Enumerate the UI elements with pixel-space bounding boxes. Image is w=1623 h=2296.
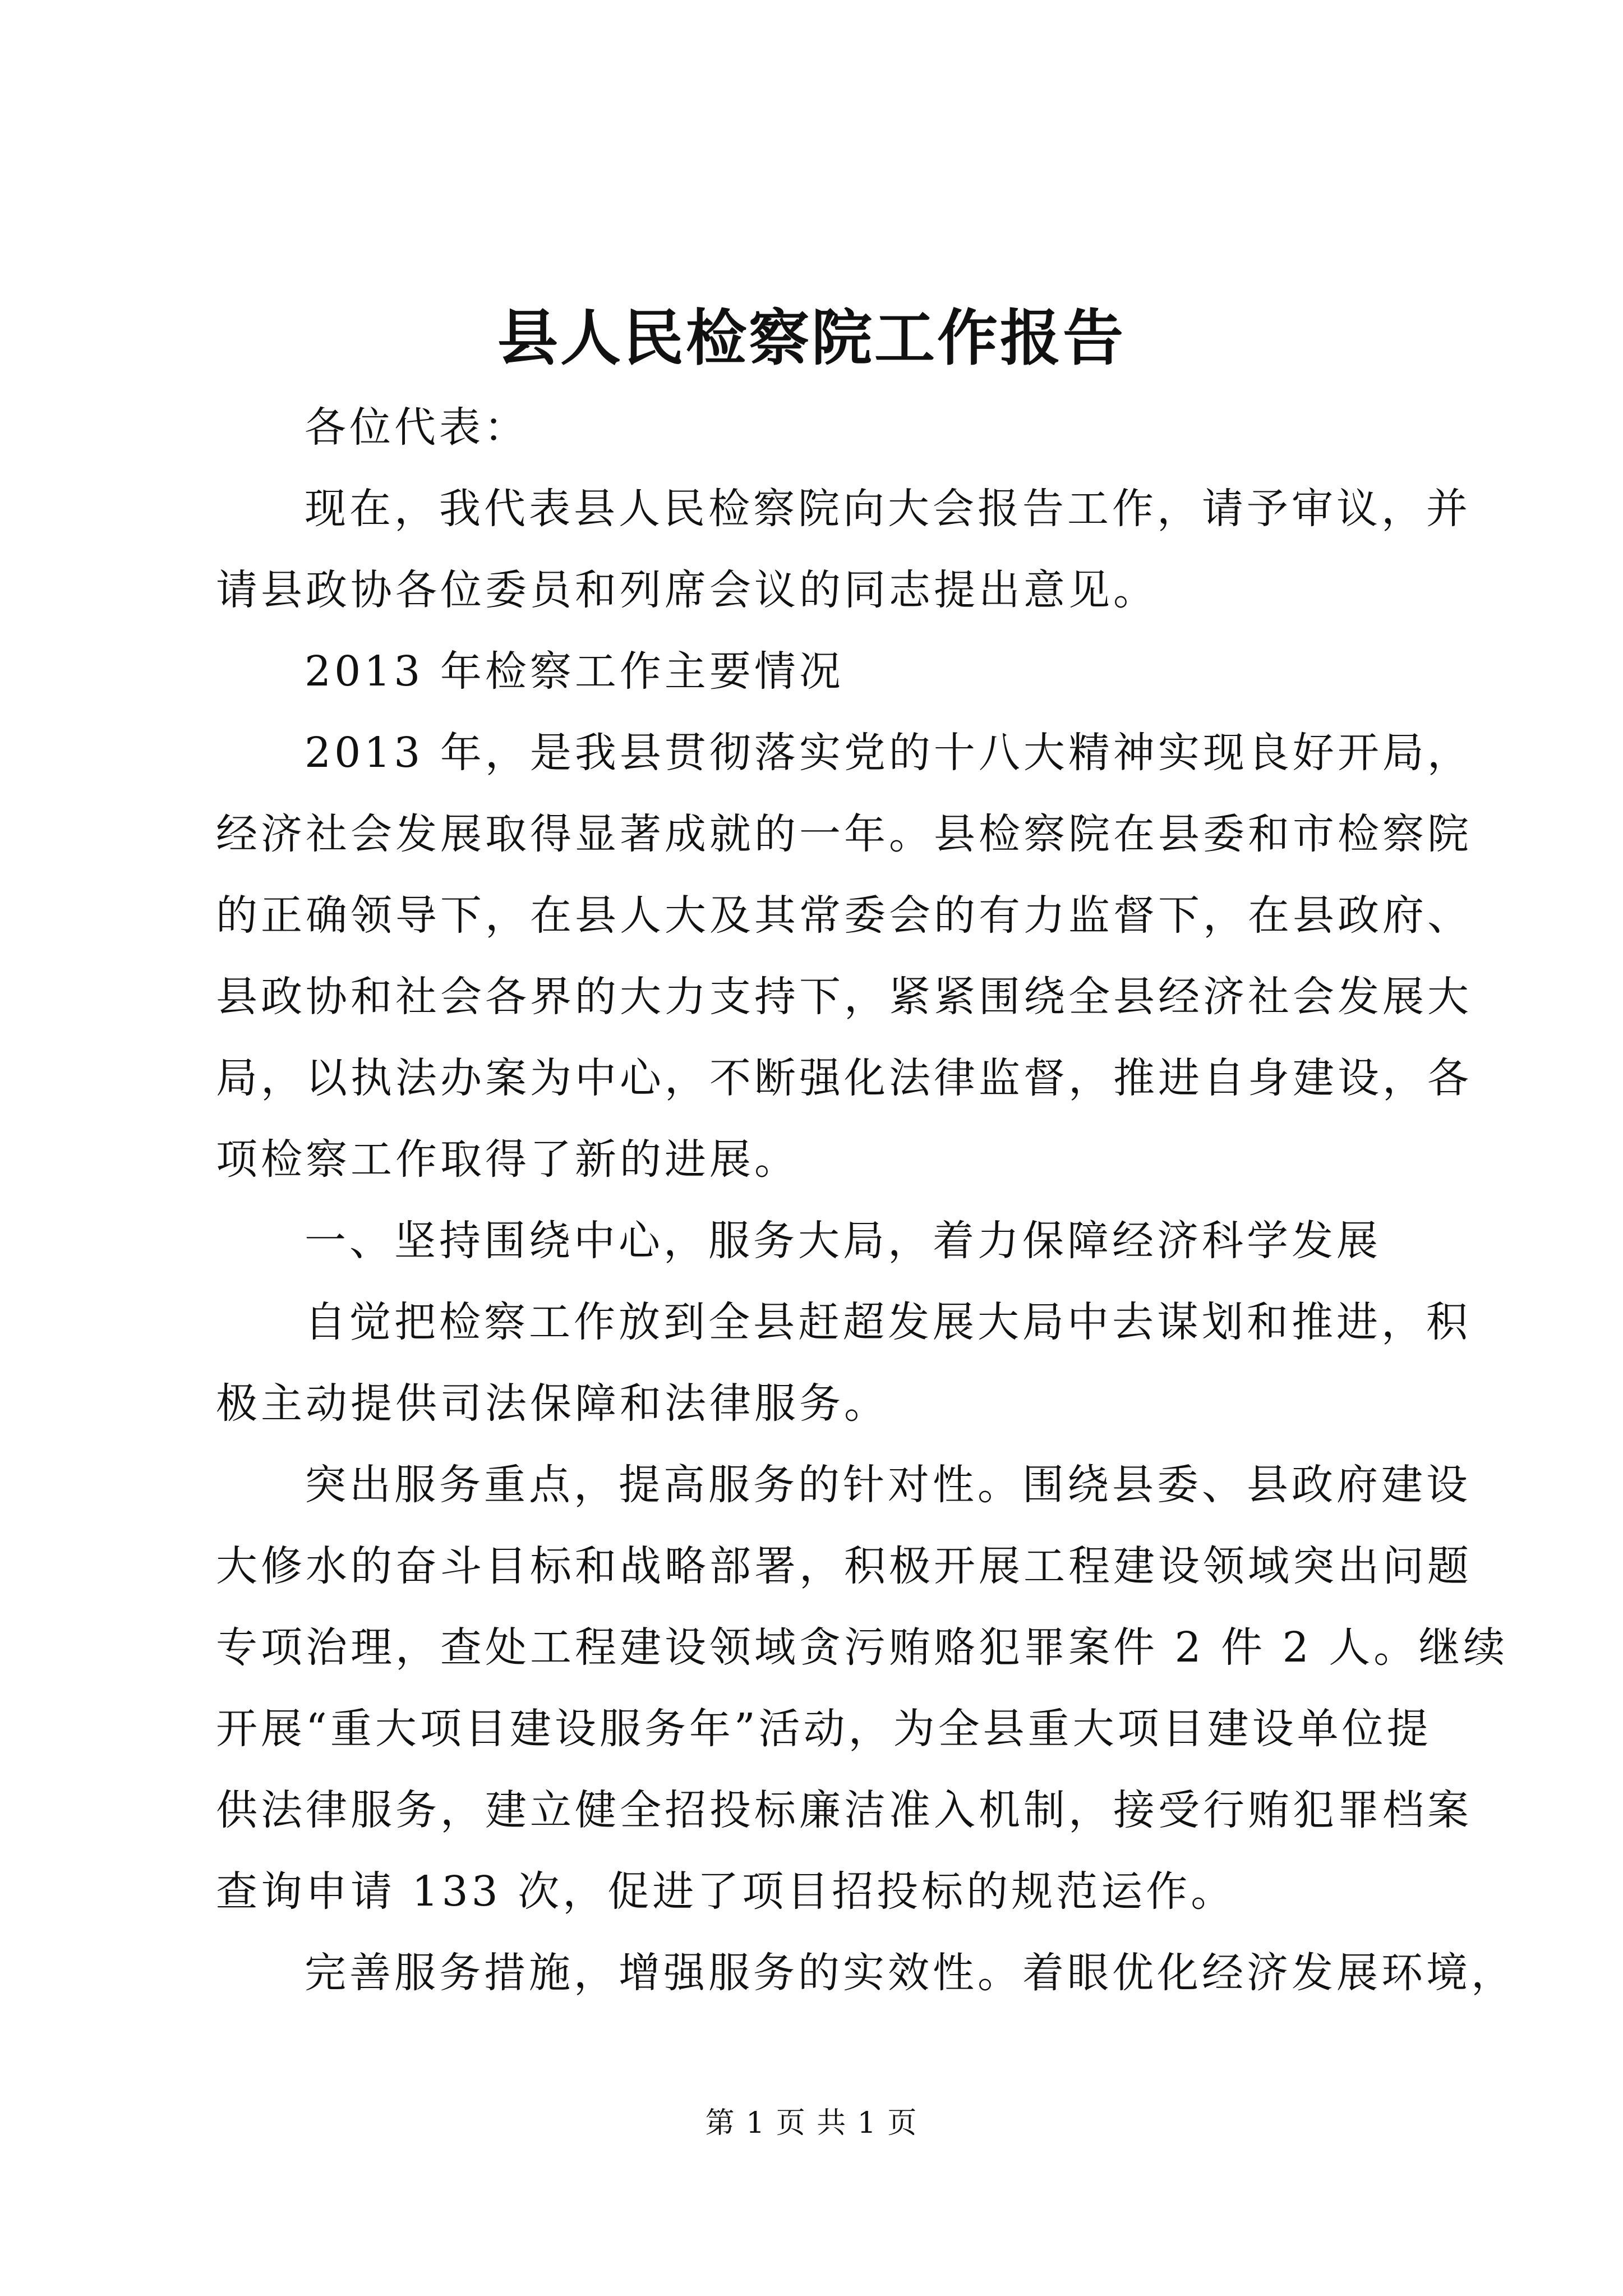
paragraph-line: 完善服务措施，增强服务的实效性。着眼优化经济发展环境， bbox=[305, 1949, 1516, 1997]
paragraph-line: 2013 年，是我县贯彻落实党的十八大精神实现良好开局， bbox=[305, 729, 1472, 777]
paragraph-line: 现在，我代表县人民检察院向大会报告工作，请予审议，并 bbox=[305, 485, 1471, 533]
paragraph-line: 大修水的奋斗目标和战略部署，积极开展工程建设领域突出问题 bbox=[216, 1542, 1472, 1590]
section-heading: 2013 年检察工作主要情况 bbox=[305, 647, 844, 696]
paragraph-line: 请县政协各位委员和列席会议的同志提出意见。 bbox=[216, 566, 1158, 614]
paragraph-line: 自觉把检察工作放到全县赶超发展大局中去谋划和推进，积 bbox=[305, 1298, 1471, 1346]
paragraph-line: 供法律服务，建立健全招投标廉洁准入机制，接受行贿犯罪档案 bbox=[216, 1786, 1472, 1834]
document-title: 县人民检察院工作报告 bbox=[497, 303, 1126, 374]
paragraph-line: 专项治理，查处工程建设领域贪污贿赂犯罪案件 2 件 2 人。继续 bbox=[216, 1623, 1509, 1672]
paragraph-line: 各位代表： bbox=[305, 403, 529, 452]
paragraph-line: 经济社会发展取得显著成就的一年。县检察院在县委和市检察院 bbox=[216, 810, 1472, 858]
paragraph-line: 局，以执法办案为中心，不断强化法律监督，推进自身建设，各 bbox=[216, 1054, 1472, 1102]
section-heading: 一、坚持围绕中心，服务大局，着力保障经济科学发展 bbox=[305, 1217, 1381, 1265]
paragraph-line: 查询申请 133 次，促进了项目招投标的规范运作。 bbox=[216, 1867, 1236, 1916]
paragraph-line: 县政协和社会各界的大力支持下，紧紧围绕全县经济社会发展大 bbox=[216, 973, 1472, 1021]
paragraph-line: 的正确领导下，在县人大及其常委会的有力监督下，在县政府、 bbox=[216, 891, 1472, 940]
document-body bbox=[216, 387, 1516, 2014]
paragraph-line: 突出服务重点，提高服务的针对性。围绕县委、县政府建设 bbox=[305, 1461, 1471, 1509]
paragraph-line: 项检察工作取得了新的进展。 bbox=[216, 1135, 799, 1184]
page-footer: 第 1 页 共 1 页 bbox=[705, 2106, 918, 2140]
paragraph-line: 开展“重大项目建设服务年”活动，为全县重大项目建设单位提 bbox=[216, 1705, 1432, 1753]
paragraph-line: 极主动提供司法保障和法律服务。 bbox=[216, 1379, 889, 1428]
